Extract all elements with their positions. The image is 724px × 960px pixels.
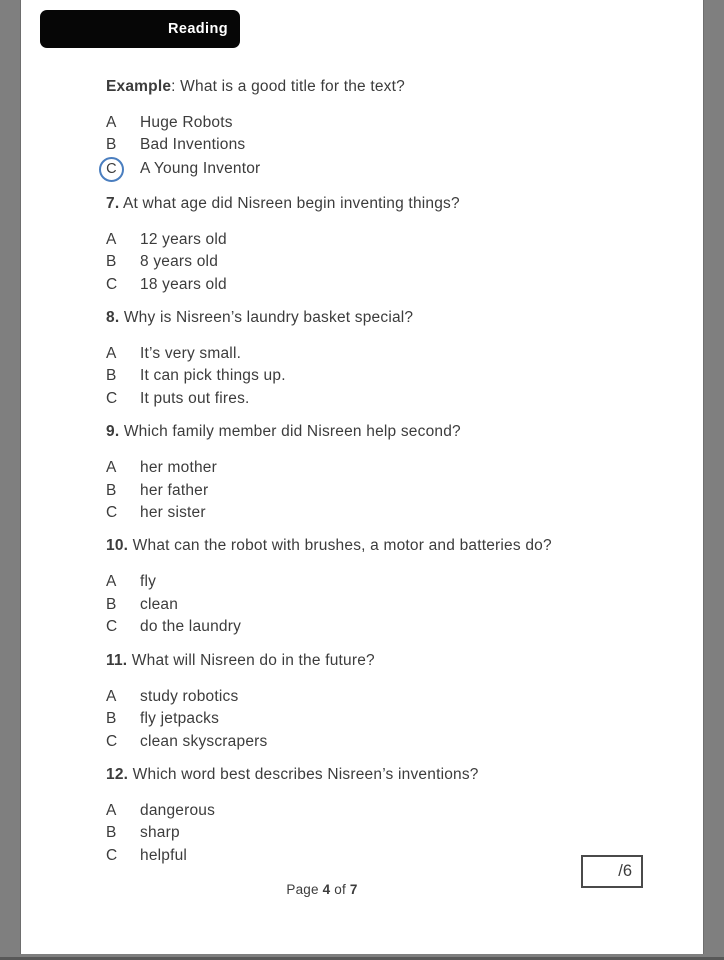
- question-text: Which family member did Nisreen help second?: [119, 423, 461, 441]
- option-text: do the laundry: [140, 618, 242, 636]
- option-text: 12 years old: [140, 230, 227, 248]
- question-text: At what age did Nisreen begin inventing things?: [119, 194, 460, 212]
- option-row: [106, 686, 673, 708]
- question-number: 7.: [106, 194, 120, 212]
- question-7-options: [106, 229, 673, 296]
- option-letter: A: [106, 345, 117, 363]
- option-letter: B: [106, 136, 117, 154]
- question-number: 8.: [106, 309, 120, 327]
- option-letter: A: [106, 573, 117, 591]
- option-letter: B: [106, 824, 117, 842]
- question-11: [106, 652, 673, 670]
- footer-word-page: Page: [286, 882, 323, 897]
- option-row: [106, 708, 673, 730]
- option-row: [106, 800, 673, 822]
- option-text: dangerous: [140, 801, 216, 819]
- option-text: her father: [140, 481, 209, 499]
- example-option-a: [106, 112, 673, 134]
- score-value: /6: [618, 862, 632, 880]
- option-row: [106, 502, 673, 524]
- question-11-options: [106, 686, 673, 753]
- option-letter: [106, 157, 140, 182]
- option-row: [106, 388, 673, 410]
- option-letter: C: [106, 846, 118, 864]
- question-text: Why is Nisreen’s laundry basket special?: [119, 309, 414, 327]
- option-text: A Young Inventor: [140, 160, 261, 178]
- question-text: What can the robot with brushes, a motor and batteries do?: [128, 537, 552, 555]
- option-letter: B: [106, 253, 117, 271]
- worksheet-page: [20, 0, 704, 954]
- option-row: [106, 457, 673, 479]
- option-text: her mother: [140, 459, 217, 477]
- footer-current-page: 4: [322, 882, 331, 897]
- example-question: [106, 78, 673, 96]
- option-row: [106, 365, 673, 387]
- option-text: helpful: [140, 846, 188, 864]
- option-row: [106, 731, 673, 753]
- section-header-tab: [40, 10, 240, 48]
- option-text: Bad Inventions: [140, 136, 246, 154]
- option-row: [106, 480, 673, 502]
- option-letter: A: [106, 459, 117, 477]
- question-10: [106, 537, 673, 555]
- question-9-options: [106, 457, 673, 524]
- option-letter: B: [106, 367, 117, 385]
- option-letter: C: [106, 732, 118, 750]
- option-letter: A: [106, 687, 117, 705]
- question-9: [106, 423, 673, 441]
- option-row: [106, 229, 673, 251]
- question-12: [106, 766, 673, 784]
- question-number: 11.: [106, 651, 128, 669]
- questions-area: [106, 78, 673, 880]
- page-number-footer: [21, 882, 623, 897]
- example-options: [106, 112, 673, 182]
- option-text: study robotics: [140, 687, 239, 705]
- question-text: What will Nisreen do in the future?: [127, 651, 375, 669]
- option-text: sharp: [140, 824, 180, 842]
- option-letter: C: [106, 618, 118, 636]
- option-letter: B: [106, 710, 117, 728]
- option-row: [106, 571, 673, 593]
- option-letter: A: [106, 230, 117, 248]
- question-text: Which word best describes Nisreen’s inventions?: [128, 765, 479, 783]
- option-letter: A: [106, 114, 117, 131]
- question-8-options: [106, 343, 673, 410]
- example-option-c-selected: [106, 157, 673, 182]
- option-text: 18 years old: [140, 275, 227, 293]
- question-number: 12.: [106, 765, 129, 783]
- question-10-options: [106, 571, 673, 638]
- question-number: 10.: [106, 537, 129, 555]
- footer-word-of: of: [330, 882, 350, 897]
- question-7: [106, 195, 673, 213]
- option-text: her sister: [140, 504, 206, 522]
- option-letter: C: [106, 389, 118, 407]
- option-letter: A: [106, 801, 117, 819]
- option-letter: C: [106, 504, 118, 522]
- option-text: It’s very small.: [140, 345, 242, 363]
- option-letter: C: [106, 275, 118, 293]
- option-letter: B: [106, 595, 117, 613]
- selected-answer-circle: C: [99, 157, 124, 182]
- footer-total-pages: 7: [349, 882, 358, 897]
- option-text: It puts out fires.: [140, 389, 250, 407]
- option-row: [106, 343, 673, 365]
- option-letter: B: [106, 481, 117, 499]
- example-option-b: [106, 134, 673, 156]
- section-title: Reading: [168, 21, 228, 37]
- option-text: fly jetpacks: [140, 710, 220, 728]
- option-row: [106, 594, 673, 616]
- example-label: Example: [106, 78, 172, 95]
- option-row: [106, 616, 673, 638]
- question-number: 9.: [106, 423, 120, 441]
- option-row: [106, 251, 673, 273]
- option-text: Huge Robots: [140, 114, 233, 131]
- question-8: [106, 309, 673, 327]
- example-question-text: : What is a good title for the text?: [171, 78, 405, 95]
- option-text: clean skyscrapers: [140, 732, 268, 750]
- option-row: [106, 822, 673, 844]
- option-text: It can pick things up.: [140, 367, 286, 385]
- option-text: clean: [140, 595, 179, 613]
- option-row: [106, 274, 673, 296]
- option-text: 8 years old: [140, 253, 219, 271]
- option-text: fly: [140, 573, 157, 591]
